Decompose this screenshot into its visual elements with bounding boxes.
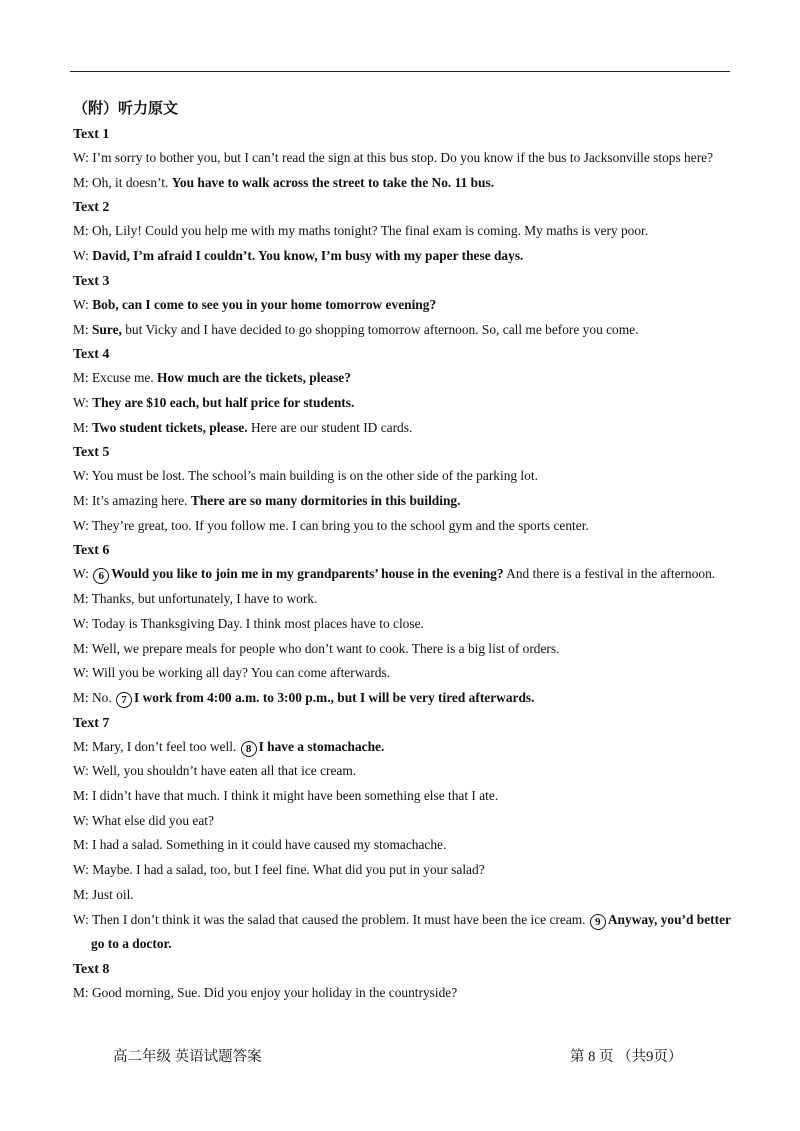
dialogue-line — [73, 637, 733, 662]
question-number-marker: 6 — [93, 568, 109, 584]
section-title: Text 1 — [73, 127, 110, 142]
dialogue-line — [73, 318, 733, 343]
dialogue-text: W: Then I don’t think it was the salad that caused the problem. It must have been the ice cream. — [73, 911, 589, 927]
section-title: Text 5 — [73, 445, 110, 461]
dialogue-text: M: — [73, 419, 92, 435]
section-title: Text 2 — [73, 200, 110, 216]
dialogue-text: W: Today is Thanksgiving Day. I think most places have to close. — [73, 615, 424, 631]
dialogue-text: M: Just oil. — [73, 886, 134, 902]
section-title: Text 4 — [73, 347, 110, 363]
page-heading: （附）听力原文 — [73, 101, 179, 117]
question-number-marker: 9 — [590, 914, 606, 930]
answer-highlight: Two student tickets, please. — [91, 419, 248, 435]
dialogue-text: M: No. — [73, 689, 116, 705]
dialogue-line — [73, 171, 733, 196]
answer-highlight: They are $10 each, but half price for students. — [92, 394, 355, 410]
section-title: Text 8 — [73, 961, 110, 977]
dialogue-line — [73, 244, 733, 269]
section-title: Text 3 — [73, 273, 110, 289]
dialogue-text: M: I didn’t have that much. I think it might have been something else that I ate. — [73, 788, 499, 804]
dialogue-text: M: Well, we prepare meals for people who don’t want to cook. There is a big list of orders. — [73, 640, 560, 656]
dialogue-line — [73, 883, 733, 908]
answer-highlight: How much are the tickets, please? — [157, 370, 351, 386]
dialogue-line — [73, 562, 733, 587]
dialogue-text: M: I had a salad. Something in it could have caused my stomachache. — [73, 837, 447, 853]
dialogue-line — [73, 784, 733, 809]
dialogue-text: W: What else did you eat? — [73, 812, 214, 828]
dialogue-text: M: Oh, it doesn’t. — [73, 174, 172, 190]
dialogue-text: W: — [73, 566, 93, 582]
dialogue-line — [73, 366, 733, 391]
dialogue-text: W: — [73, 394, 93, 410]
dialogue-text: M: Excuse me. — [73, 370, 158, 386]
footer-course-title: 高二年级 英语试题答案 — [113, 1049, 262, 1065]
dialogue-text: but Vicky and I have decided to go shopping tomorrow afternoon. So, call me before you come. — [121, 321, 639, 337]
answer-highlight: David, I’m afraid I couldn’t. You know, I’m busy with my paper these days. — [92, 248, 524, 264]
dialogue-line — [73, 735, 733, 760]
answer-highlight: Bob, can I come to see you in your home tomorrow evening? — [92, 296, 437, 312]
dialogue-text: W: — [73, 248, 93, 264]
dialogue-line — [73, 514, 733, 539]
dialogue-line — [73, 686, 733, 711]
dialogue-text: W: — [73, 296, 93, 312]
dialogue-line — [73, 908, 733, 957]
dialogue-line — [73, 858, 733, 883]
question-number-marker: 7 — [116, 692, 132, 708]
dialogue-line — [73, 293, 733, 318]
dialogue-text: And there is a festival in the afternoon. — [503, 566, 716, 582]
answer-highlight: You have to walk across the street to take the No. 11 bus. — [171, 174, 495, 190]
question-number-marker: 8 — [241, 741, 257, 757]
dialogue-text: M: — [73, 321, 92, 337]
dialogue-text: W: Will you be working all day? You can come afterwards. — [73, 665, 391, 681]
dialogue-line — [73, 219, 733, 244]
top-rule — [70, 71, 730, 72]
transcript-body — [73, 92, 733, 1006]
dialogue-line — [73, 587, 733, 612]
answer-highlight: Anyway, you’d better go to a doctor. — [91, 911, 731, 952]
dialogue-line — [73, 391, 733, 416]
answer-highlight: There are so many dormitories in this building. — [190, 493, 461, 509]
dialogue-line — [73, 661, 733, 686]
dialogue-text: W: You must be lost. The school’s main building is on the other side of the parking lot. — [73, 468, 538, 484]
dialogue-text: M: It’s amazing here. — [73, 493, 191, 509]
dialogue-text: M: Oh, Lily! Could you help me with my maths tonight? The final exam is coming. My maths is very poor. — [73, 223, 649, 239]
dialogue-line — [73, 759, 733, 784]
dialogue-text: W: Well, you shouldn’t have eaten all that ice cream. — [73, 763, 357, 779]
dialogue-text: M: Good morning, Sue. Did you enjoy your holiday in the countryside? — [73, 984, 458, 1000]
dialogue-line — [73, 833, 733, 858]
section-title: Text 7 — [73, 715, 110, 731]
answer-highlight: I work from 4:00 a.m. to 3:00 p.m., but I will be very tired afterwards. — [134, 689, 535, 705]
answer-highlight: Would you like to join me in my grandparents’ house in the evening? — [111, 566, 504, 582]
dialogue-line — [73, 612, 733, 637]
dialogue-text: W: Maybe. I had a salad, too, but I feel fine. What did you put in your salad? — [73, 862, 485, 878]
dialogue-line — [73, 416, 733, 441]
dialogue-text: W: They’re great, too. If you follow me. I can bring you to the school gym and the sports center. — [73, 517, 589, 533]
dialogue-line — [73, 489, 733, 514]
answer-highlight: I have a stomachache. — [258, 738, 385, 754]
dialogue-text: W: I’m sorry to bother you, but I can’t read the sign at this bus stop. Do you know if the bus to Jacksonville stops here? — [73, 150, 714, 165]
dialogue-line — [73, 981, 733, 1006]
dialogue-text: Here are our student ID cards. — [247, 419, 413, 435]
section-title: Text 6 — [73, 543, 110, 559]
dialogue-text: M: Thanks, but unfortunately, I have to work. — [73, 591, 318, 607]
footer-page-number: 第 8 页 （共9页） — [570, 1049, 683, 1065]
dialogue-text: M: Mary, I don’t feel too well. — [73, 738, 240, 754]
dialogue-line — [73, 146, 733, 171]
answer-highlight: Sure, — [91, 321, 122, 337]
dialogue-line — [73, 809, 733, 834]
dialogue-line — [73, 464, 733, 489]
